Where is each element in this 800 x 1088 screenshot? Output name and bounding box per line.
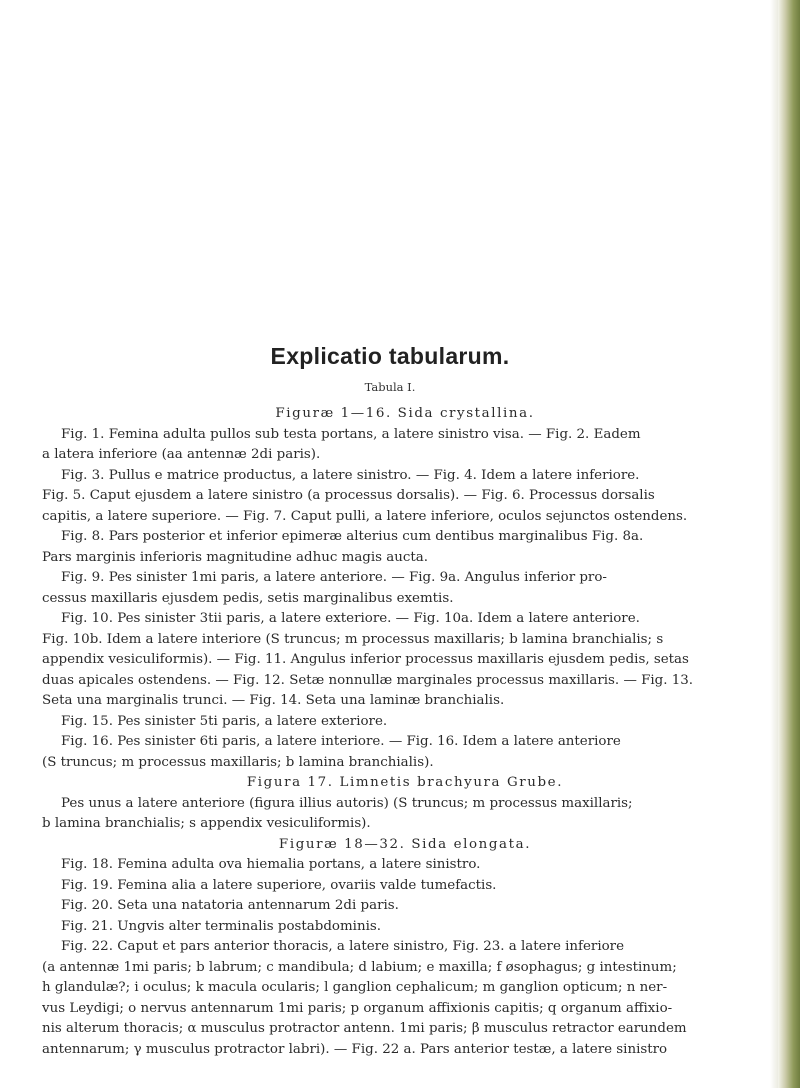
text-line: Fig. 3. Pullus e matrice productus, a latere sinistro. — Fig. 4. Idem a latere inferiore. xyxy=(61,467,640,483)
text-line: cessus maxillaris ejusdem pedis, setis marginalibus exemtis. xyxy=(42,590,454,606)
figure-group-heading: Figuræ 1—16. Sida crystallina. xyxy=(275,406,535,421)
text-line: capitis, a latere superiore. — Fig. 7. Caput pulli, a latere inferiore, oculos sejunctos ostendens. xyxy=(42,508,688,524)
text-line: Fig. 16. Pes sinister 6ti paris, a latere interiore. — Fig. 16. Idem a latere anteriore xyxy=(61,734,621,749)
text-line: (a antennæ 1mi paris; b labrum; c mandibula; d labium; e maxilla; f øsophagus; g intestinum; xyxy=(42,959,677,975)
figure-group-heading: Figura 17. Limnetis brachyura Grube. xyxy=(246,775,564,790)
text-line: Fig. 20. Seta una natatoria antennarum 2di paris. xyxy=(61,898,399,913)
text-line: Fig. 22. Caput et pars anterior thoracis, a latere sinistro, Fig. 23. a latere inferiore xyxy=(61,939,625,954)
text-line: duas apicales ostendens. — Fig. 12. Setæ nonnullæ marginales processus maxillaris. — Fig. 13. xyxy=(42,672,694,688)
text-line: b lamina branchialis; s appendix vesiculiformis). xyxy=(42,816,371,831)
text-line: Pars marginis inferioris magnitudine adhuc magis aucta. xyxy=(42,549,429,565)
text-line: Fig. 1. Femina adulta pullos sub testa portans, a latere sinistro visa. — Fig. 2. Eadem xyxy=(61,426,641,442)
text-line: Fig. 5. Caput ejusdem a latere sinistro (a processus dorsalis). — Fig. 6. Processus dorsalis xyxy=(42,488,655,503)
text-line: Fig. 9. Pes sinister 1mi paris, a latere anteriore. — Fig. 9a. Angulus inferior pro- xyxy=(61,570,607,585)
page-edge-shadow xyxy=(770,0,778,1088)
text-line: vus Leydigi; o nervus antennarum 1mi paris; p organum affixionis capitis; q organum affixio- xyxy=(42,1000,673,1016)
text-line: Pes unus a latere anteriore (figura illius autoris) (S truncus; m processus maxillaris; xyxy=(61,795,633,811)
text-line: (S truncus; m processus maxillaris; b lamina branchialis). xyxy=(42,754,434,770)
page-title: Explicatio tabularum. xyxy=(270,343,510,369)
text-line: h glandulæ?; i oculus; k macula ocularis; l ganglion cephalicum; m ganglion opticum; n ner- xyxy=(42,980,668,995)
text-line: Seta una marginalis trunci. — Fig. 14. Seta una laminæ branchialis. xyxy=(42,693,505,708)
text-line: Fig. 10b. Idem a latere interiore (S truncus; m processus maxillaris; b lamina branchialis; s xyxy=(42,631,664,647)
text-line: Fig. 21. Ungvis alter terminalis postabdominis. xyxy=(61,918,381,934)
plate-explanation-text xyxy=(42,404,768,1060)
plate-heading: Tabula I. xyxy=(364,380,416,394)
text-line: Fig. 10. Pes sinister 3tii paris, a latere exteriore. — Fig. 10a. Idem a latere anteriore. xyxy=(61,611,640,626)
text-line: Fig. 15. Pes sinister 5ti paris, a latere exteriore. xyxy=(61,713,388,729)
text-line: antennarum; γ musculus protractor labri). — Fig. 22 a. Pars anterior testæ, a latere sinistro xyxy=(42,1041,668,1057)
text-line: nis alterum thoracis; α musculus protractor antenn. 1mi paris; β musculus retractor earundem xyxy=(42,1021,687,1036)
text-line: a latera inferiore (aa antennæ 2di paris). xyxy=(42,447,321,462)
binding-edge xyxy=(778,0,800,1088)
text-line: Fig. 18. Femina adulta ova hiemalia portans, a latere sinistro. xyxy=(61,857,481,872)
figure-group-heading: Figuræ 18—32. Sida elongata. xyxy=(278,836,532,852)
text-line: Fig. 8. Pars posterior et inferior epimeræ alterius cum dentibus marginalibus Fig. 8a. xyxy=(61,529,644,544)
text-line: appendix vesiculiformis). — Fig. 11. Angulus inferior processus maxillaris ejusdem pedis, setas xyxy=(42,652,689,667)
text-line: Fig. 19. Femina alia a latere superiore, ovariis valde tumefactis. xyxy=(61,877,497,893)
